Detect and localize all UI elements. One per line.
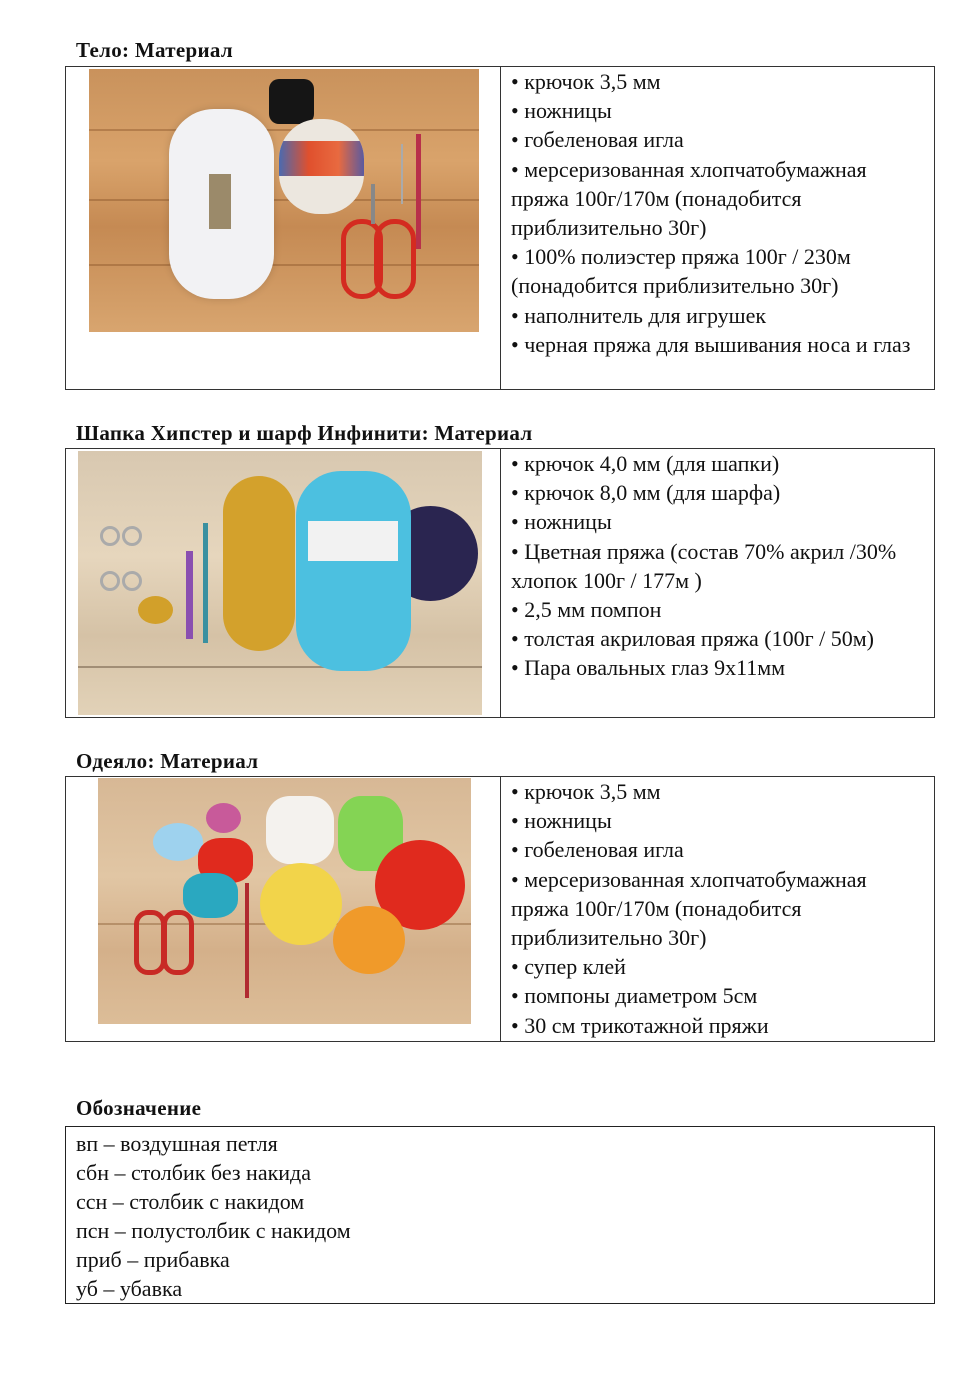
material-item: • помпоны диаметром 5см [511,983,758,1009]
stitch-marker [122,571,142,591]
material-item: • наполнитель для игрушек [511,302,767,328]
material-item: • Пара овальных глаз 9x11мм [511,655,786,681]
abbreviation-row: ссн – столбик с накидом [76,1189,305,1214]
material-item: • крючок 3,5 мм [511,779,661,804]
small-yarn-ball [138,596,173,624]
materials-table-hat-scarf [65,448,935,718]
materials-photo-hat-scarf [78,451,482,715]
abbreviation-row: сбн – столбик без накида [76,1160,312,1185]
material-item: • толстая акриловая пряжа (100г / 50м) [511,626,874,652]
material-item: • ножницы [511,98,612,124]
photo-cell [66,449,501,717]
photo-cell [66,67,501,389]
material-item: • 30 см трикотажной пряжи [511,1012,769,1038]
material-item: • 100% полиэстер пряжа 100г / 230м (понадобится приблизительно 30г) [511,244,851,299]
crochet-hook [416,134,421,249]
scissors-handle-right [374,219,416,299]
yellow-yarn-ball [260,863,342,945]
material-item: • ножницы [511,509,612,535]
scissors-handle-right [162,910,194,975]
section-title-body: Тело: Материал [76,38,233,62]
white-yarn-ball [266,796,334,864]
materials-photo-body [89,69,479,332]
material-item: • мерсеризованная хлопчатобумажная пряжа 100г/170м (понадобится приблизительно 30г) [511,156,867,241]
yarn-label [308,521,398,561]
material-item: • Цветная пряжа (состав 70% акрил /30% хлопок 100г / 177м ) [511,538,897,593]
section-title-blanket: Одеяло: Материал [76,749,259,773]
materials-list [501,67,934,389]
materials-list [501,777,934,1041]
materials-list [501,449,934,717]
material-item: • крючок 3,5 мм [511,69,661,94]
section-title-hat-scarf: Шапка Хипстер и шарф Инфинити: Материал [76,421,533,445]
legend-title: Обозначение [76,1096,202,1120]
materials-table-blanket [65,776,935,1042]
purple-crochet-hook [186,551,193,639]
materials-table-body [65,66,935,390]
cotton-yarn-ball [279,119,364,214]
teal-crochet-hook [203,523,208,643]
abbreviation-row: уб – убавка [76,1276,183,1301]
crochet-hook [245,883,249,998]
tapestry-needle [401,144,403,204]
material-item: • ножницы [511,808,612,834]
light-blue-yarn [296,471,411,671]
light-blue-pompom [153,823,203,861]
materials-photo-blanket [98,778,471,1024]
abbreviation-row: вп – воздушная петля [76,1131,278,1156]
stitch-marker [100,571,120,591]
material-item: • супер клей [511,954,626,980]
stitch-marker [122,526,142,546]
scissors-blade [371,184,375,224]
black-yarn [269,79,314,124]
pink-pompom [206,803,241,833]
material-item: • 2,5 мм помпон [511,597,662,623]
abbreviation-row: псн – полустолбик с накидом [76,1218,351,1243]
material-item: • крючок 4,0 мм (для шапки) [511,451,780,476]
orange-yarn-ball [333,906,405,974]
material-item: • крючок 8,0 мм (для шарфа) [511,480,781,506]
material-item: • черная пряжа для вышивания носа и глаз [511,331,911,357]
material-item: • гобеленовая игла [511,837,684,863]
stitch-marker [100,526,120,546]
abbreviations-table [65,1126,935,1304]
photo-cell [66,777,501,1041]
yarn-label [209,174,231,229]
teal-pompom [183,873,238,918]
material-item: • мерсеризованная хлопчатобумажная пряжа 100г/170м (понадобится приблизительно 30г) [511,866,867,951]
material-item: • гобеленовая игла [511,127,684,153]
mustard-yarn-skein [223,476,295,651]
abbreviation-row: приб – прибавка [76,1247,230,1272]
